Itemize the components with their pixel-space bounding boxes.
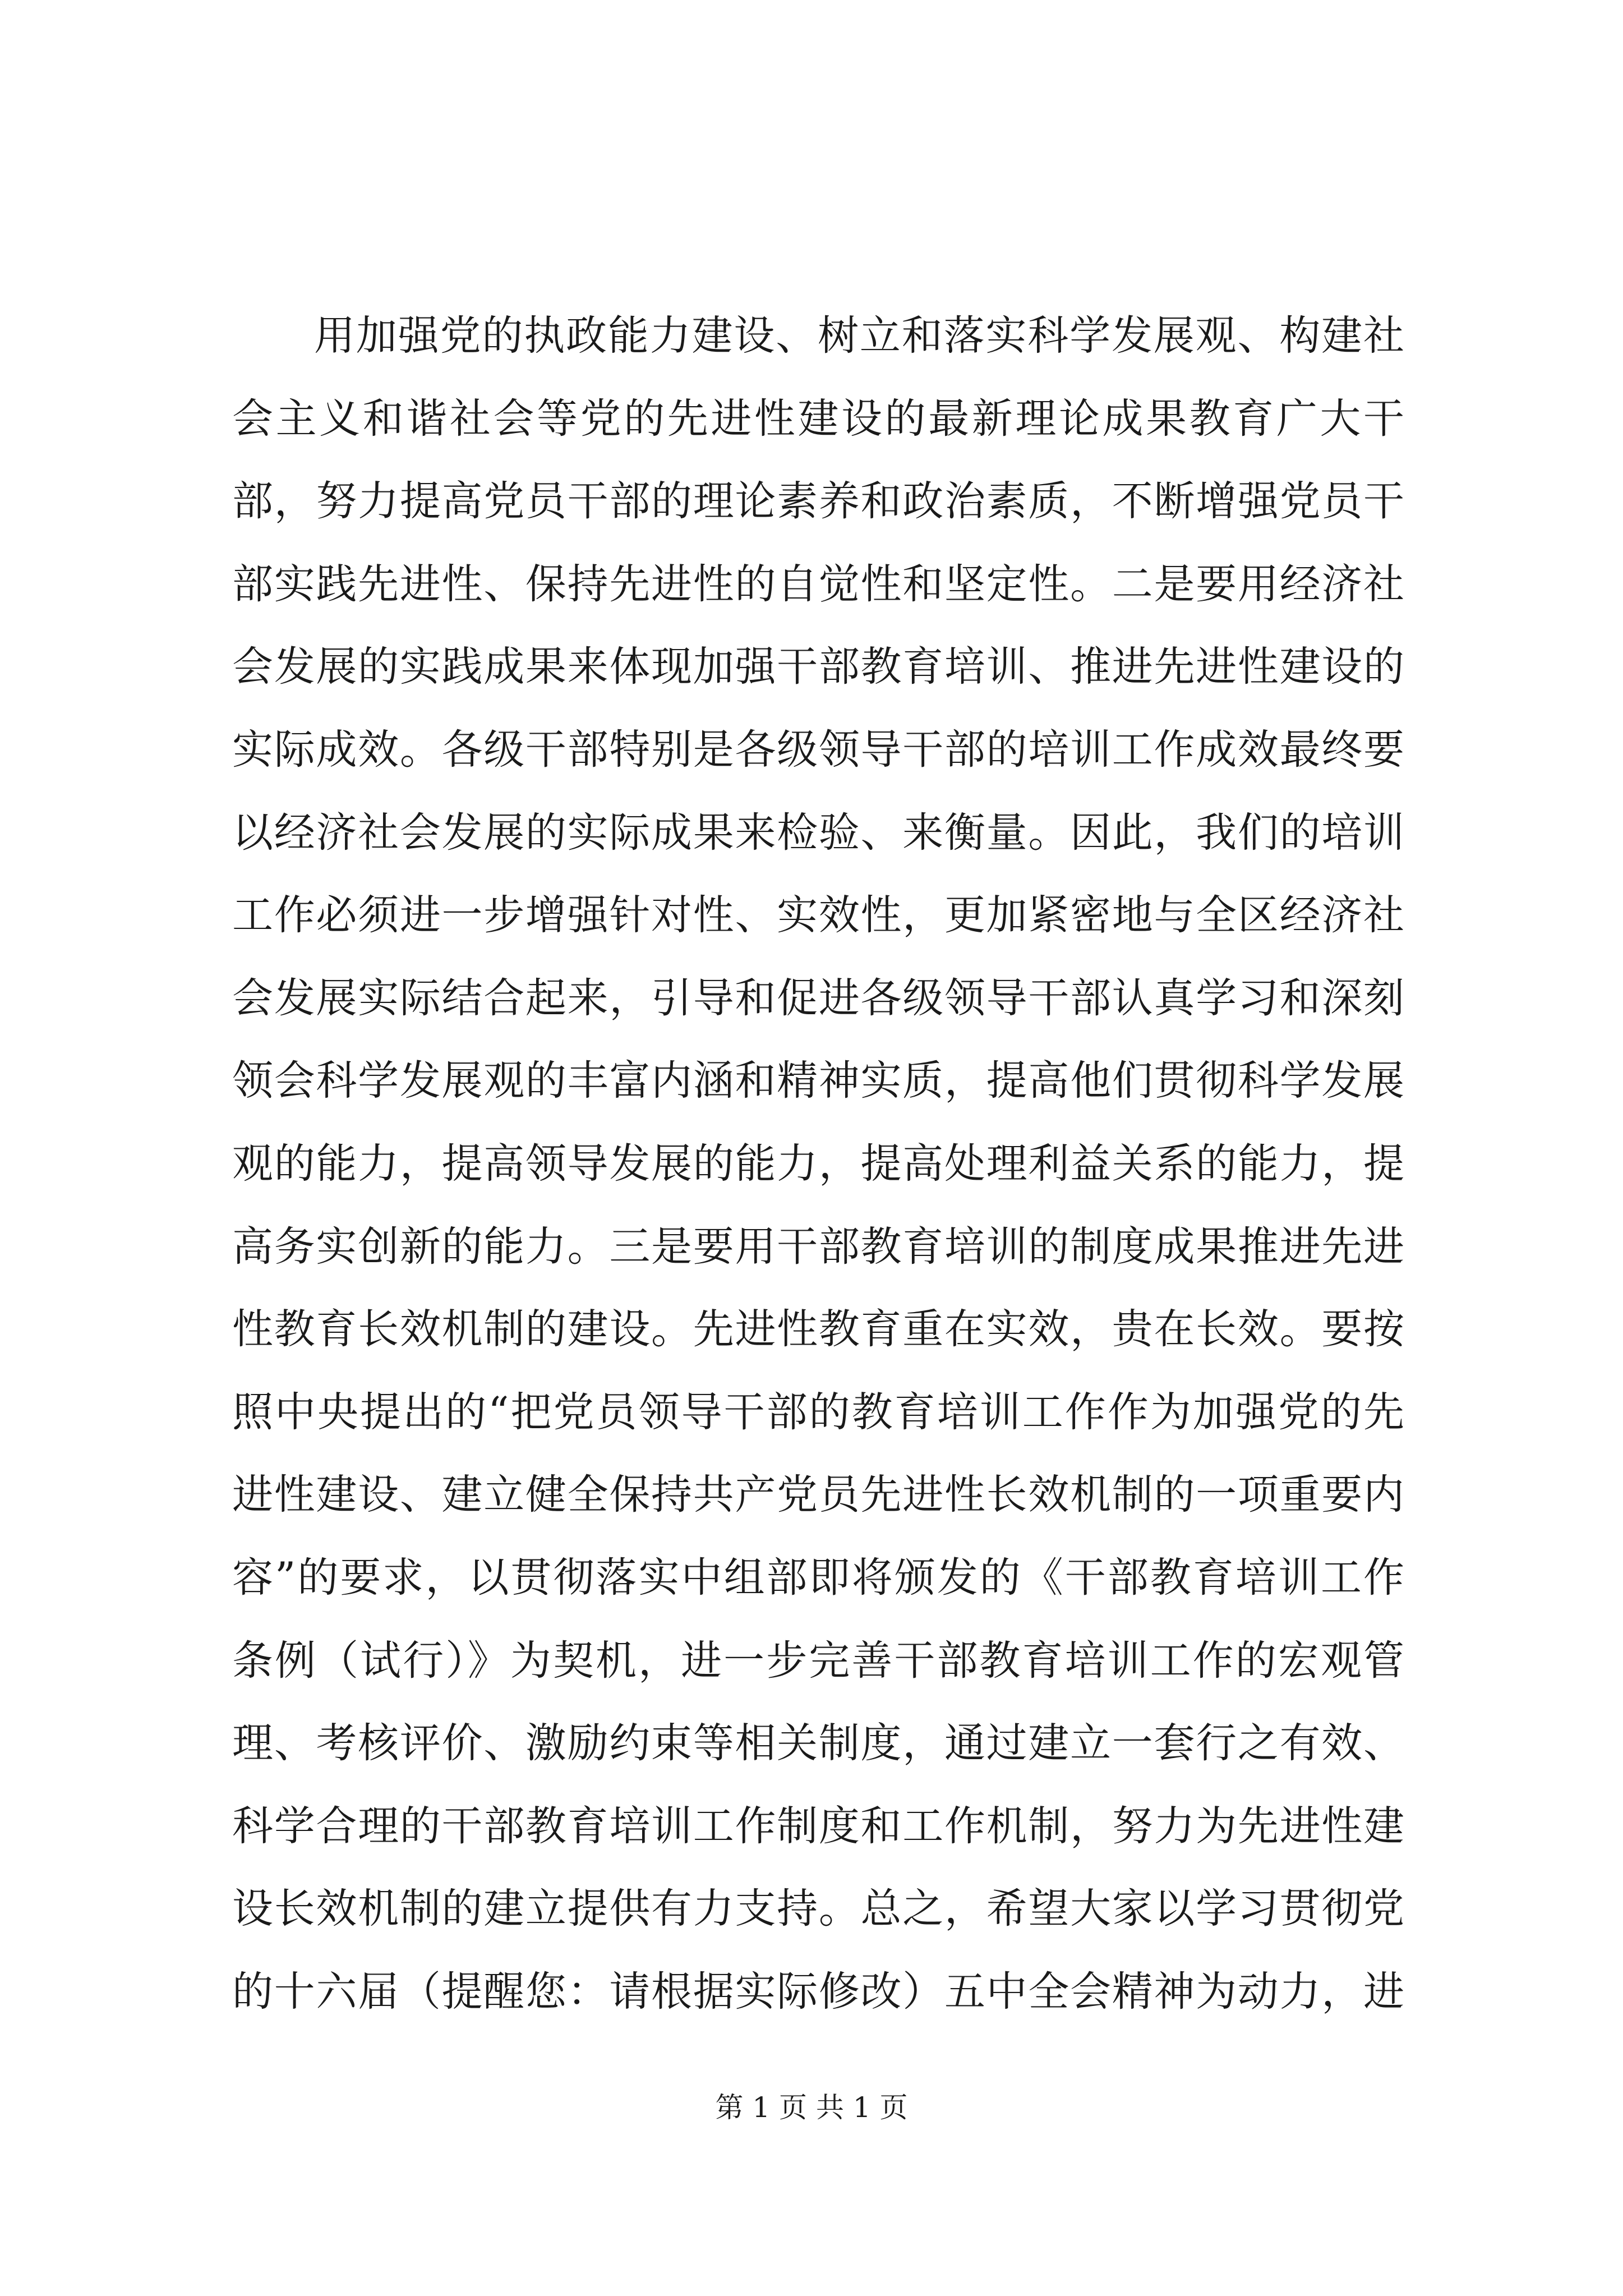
- text-line: 工作必须进一步增强针对性、实效性，更加紧密地与全区经济社: [232, 891, 1404, 940]
- text-line: 部实践先进性、保持先进性的自觉性和坚定性。二是要用经济社: [232, 560, 1404, 608]
- text-line: 高务实创新的能力。三是要用干部教育培训的制度成果推进先进: [232, 1222, 1404, 1271]
- text-line: 照中央提出的“把党员领导干部的教育培训工作作为加强党的先: [232, 1388, 1404, 1436]
- text-line: 会发展的实践成果来体现加强干部教育培训、推进先进性建设的: [232, 643, 1404, 691]
- text-line: 领会科学发展观的丰富内涵和精神实质，提高他们贯彻科学发展: [232, 1057, 1404, 1105]
- text-line: 实际成效。各级干部特别是各级领导干部的培训工作成效最终要: [232, 725, 1404, 774]
- text-line: 设长效机制的建立提供有力支持。总之，希望大家以学习贯彻党: [232, 1885, 1404, 1933]
- text-line: 会发展实际结合起来，引导和促进各级领导干部认真学习和深刻: [232, 974, 1404, 1022]
- text-line: 以经济社会发展的实际成果来检验、来衡量。因此，我们的培训: [232, 808, 1404, 857]
- text-line: 观的能力，提高领导发展的能力，提高处理利益关系的能力，提: [232, 1139, 1404, 1188]
- text-line: 性教育长效机制的建设。先进性教育重在实效，贵在长效。要按: [232, 1305, 1404, 1354]
- text-line: 部，努力提高党员干部的理论素养和政治素质，不断增强党员干: [232, 477, 1404, 526]
- text-line: 用加强党的执政能力建设、树立和落实科学发展观、构建社: [314, 312, 1404, 360]
- text-line: 的十六届（提醒您：请根据实际修改）五中全会精神为动力，进: [232, 1967, 1404, 2016]
- text-line: 科学合理的干部教育培训工作制度和工作机制，努力为先进性建: [232, 1802, 1404, 1850]
- text-line: 条例（试行）》为契机，进一步完善干部教育培训工作的宏观管: [232, 1636, 1404, 1685]
- text-line: 进性建设、建立健全保持共产党员先进性长效机制的一项重要内: [232, 1471, 1404, 1519]
- page-footer: [0, 2088, 1623, 2127]
- text-line: 理、考核评价、激励约束等相关制度，通过建立一套行之有效、: [232, 1719, 1404, 1768]
- page-number-label: 第 1 页 共 1 页: [715, 2091, 908, 2124]
- text-line: 会主义和谐社会等党的先进性建设的最新理论成果教育广大干: [232, 394, 1404, 443]
- text-line: 容”的要求，以贯彻落实中组部即将颁发的《干部教育培训工作: [232, 1553, 1404, 1602]
- body-text: [232, 295, 1404, 2033]
